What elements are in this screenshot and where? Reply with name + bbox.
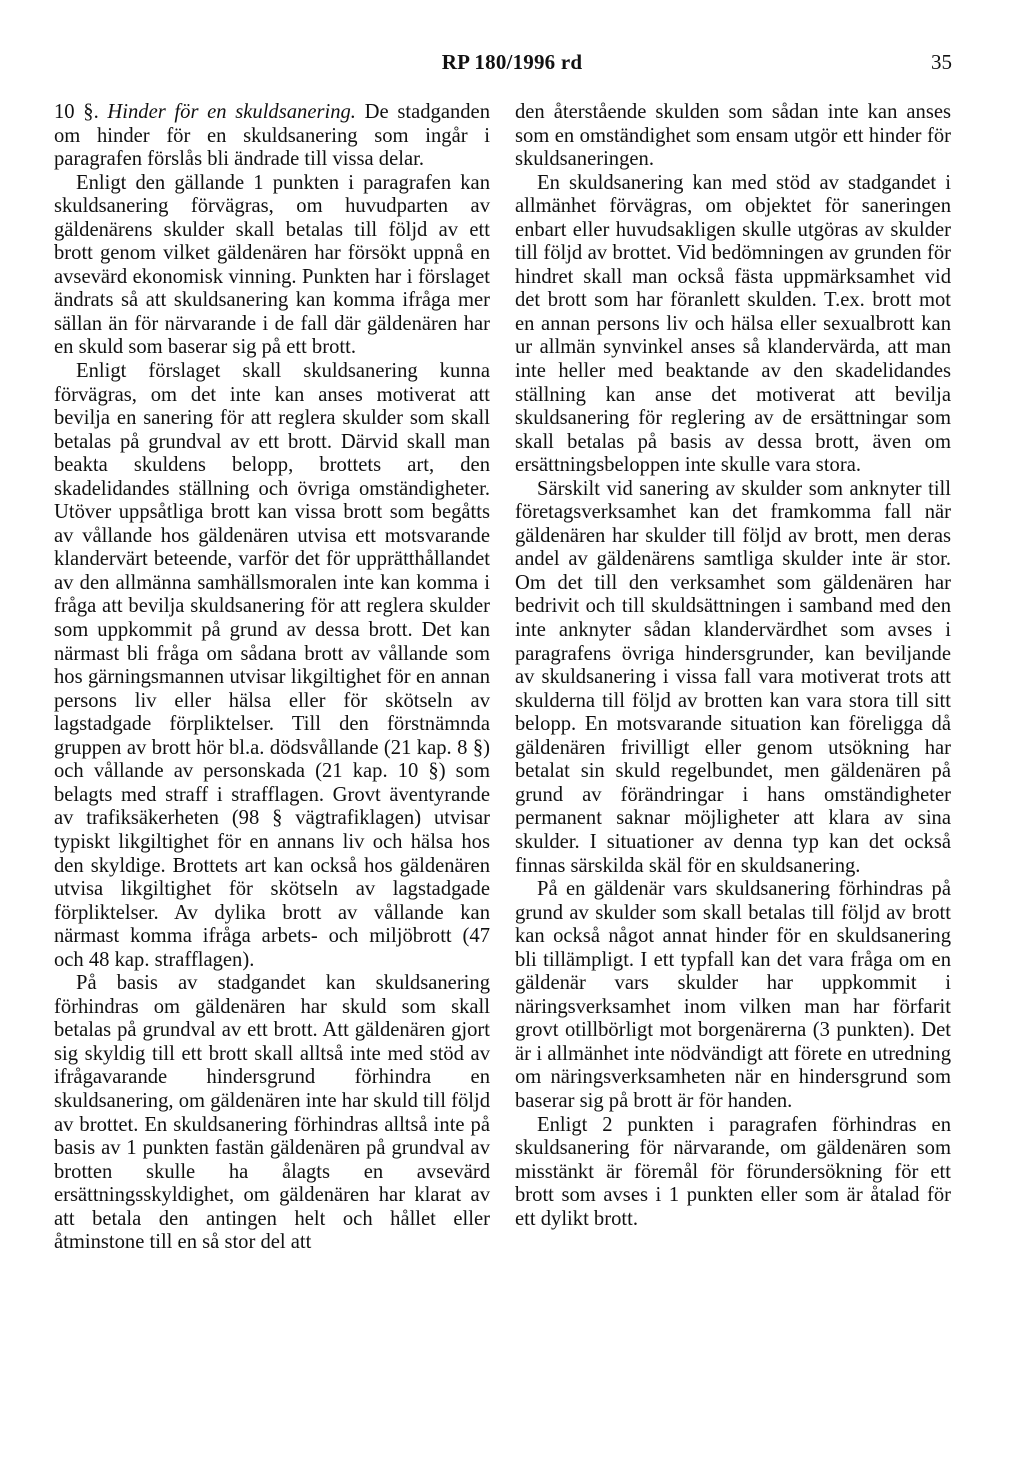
page-number: 35 [931, 50, 952, 74]
section-title: Hinder för en skuldsanering. [107, 101, 356, 123]
document-reference: RP 180/1996 rd [441, 50, 583, 74]
paragraph: På en gäldenär vars skuldsanering förhindras på grund av skulder som skall betalas till följd av brott kan också något annat hinder för en skuldsanering bli tillämpligt. I ett typfall kan det vara fråga om en gäldenär vars skulder har uppkommit i näringsverksamhet inom vilken man har förfarit grovt otillbörligt mot borgenärerna (3 punkten). Det är i allmänhet inte nödvändigt att förete en utredning om näringsverksamheten när en hindersgrund som baserar sig på brott är för handen. [515, 878, 951, 1112]
paragraph: Enligt 2 punkten i paragrafen förhindras en skuldsanering för närvarande, om gäldenären som misstänkt är föremål för förundersökning för ett brott som avses i 1 punkten eller som är åtalad för ett dylikt brott. [515, 1113, 951, 1230]
section-intro: De stadganden om hinder för en skuldsanering som ingår i paragrafen förslås bli ändrade till vissa delar. [54, 101, 490, 171]
section-number: 10 §. [54, 101, 99, 123]
page-header [0, 50, 1024, 82]
paragraph: Enligt förslaget skall skuldsanering kunna förvägras, om det inte kan anses motiverat att bevilja en sanering för att reglera skulder som skall betalas på grundval av ett brott. Därvid skall man beakta skuldens belopp, brottets art, den skadelidandes ställning och övriga omständigheter. Utöver uppsåtliga brott kan vissa brott som begåtts av vållande hos gäldenären utvisa ett motsvarande klandervärt beteende, varför det för upprätthållandet av den allmänna samhällsmoralen inte kan komma i fråga att bevilja skuldsanering för att reglera skulder som uppkommit på grund av dessa brott. Det kan närmast bli fråga om sådana brott av vållande som hos gärningsmannen utvisar likgiltighet för en annan persons liv eller hälsa eller för skötseln av lagstadgade förpliktelser. Till den förstnämnda gruppen av brott hör bl.a. dödsvållande (21 kap. 8 §) och vållande av personskada (21 kap. 10 §) som belagts med straff i strafflagen. Grovt äventyrande av trafiksäkerheten (98 § vägtrafiklagen) utvisar typiskt likgiltighet för en annans liv och hälsa hos den skyldige. Brottets art kan också hos gäldenären utvisa likgiltighet för skötseln av lagstadgade förpliktelser. Av dylika brott av vållande kan närmast komma ifråga arbets- och miljöbrott (47 och 48 kap. strafflagen). [54, 360, 490, 971]
paragraph-continuation: den återstående skulden som sådan inte kan anses som en omständighet som ensam utgör ett hinder för skuldsaneringen. [515, 101, 951, 171]
paragraph: Enligt den gällande 1 punkten i paragrafen kan skuldsanering förvägras, om huvudparten av gäldenärens skulder skall betalas till följd av ett brott genom vilket gäldenären har försökt uppnå en avsevärd ekonomisk vinning. Punkten har i förslaget ändrats så att skuldsanering kan komma ifråga mer sällan än för närvarande i de fall där gäldenären har en skuld som baserar sig på ett brott. [54, 171, 490, 359]
paragraph: En skuldsanering kan med stöd av stadgandet i allmänhet förvägras, om objektet för saneringen enbart eller huvudsakligen skulle utgöras av skulder till följd av brottet. Vid bedömningen av grunden för hindret skall man också fästa uppmärksamhet vid det brott som har föranlett skulden. T.ex. brott mot en annan persons liv och hälsa eller sexualbrott kan ur allmän synvinkel anses så klandervärda, att man inte heller med beaktande av den skadelidandes ställning kan anse det motiverat att bevilja skuldsanering för reglering av de ersättningar som skall betalas på basis av dessa brott, även om ersättningsbeloppen inte skulle vara stora. [515, 171, 951, 477]
paragraph: På basis av stadgandet kan skuldsanering förhindras om gäldenären har skuld som skall betalas på grundval av ett brott. Att gäldenären gjort sig skyldig till ett brott skall alltså inte med stöd av ifrågavarande hindersgrund förhindra en skuldsanering, om gäldenären inte har skuld till följd av brottet. En skuldsanering förhindras alltså inte på basis av 1 punkten fastän gäldenären på grundval av brotten skulle ha ålagts en avsevärd ersättningsskyldighet, om gäldenären har klarat av att betala den antingen helt och hållet eller åtminstone till en så stor del att [54, 972, 490, 1254]
right-column [515, 101, 951, 1231]
paragraph: Särskilt vid sanering av skulder som anknyter till företagsverksamhet kan det framkomma fall när gäldenären har skulder till följd av brott, men deras andel av gäldenärens samtliga skulder inte är stor. Om det till den verksamhet som gäldenären har bedrivit och till skuldsättningen i samband med den inte anknyter sådan klandervärdhet som avses i paragrafens övriga hindersgrunder, kan beviljande av skuldsanering i vissa fall vara motiverat trots att skulderna till följd av brotten kan vara stora till sitt belopp. En motsvarande situation kan föreligga då gäldenären frivilligt eller genom utsökning har betalat sin skuld regelbundet, men gäldenären på grund av förändringar i hans omständigheter permanent saknar möjligheter att klara av sina skulder. I situationer av denna typ kan det också finnas särskilda skäl för en skuldsanering. [515, 477, 951, 877]
left-column [54, 101, 490, 1255]
section-heading-paragraph [54, 101, 490, 172]
